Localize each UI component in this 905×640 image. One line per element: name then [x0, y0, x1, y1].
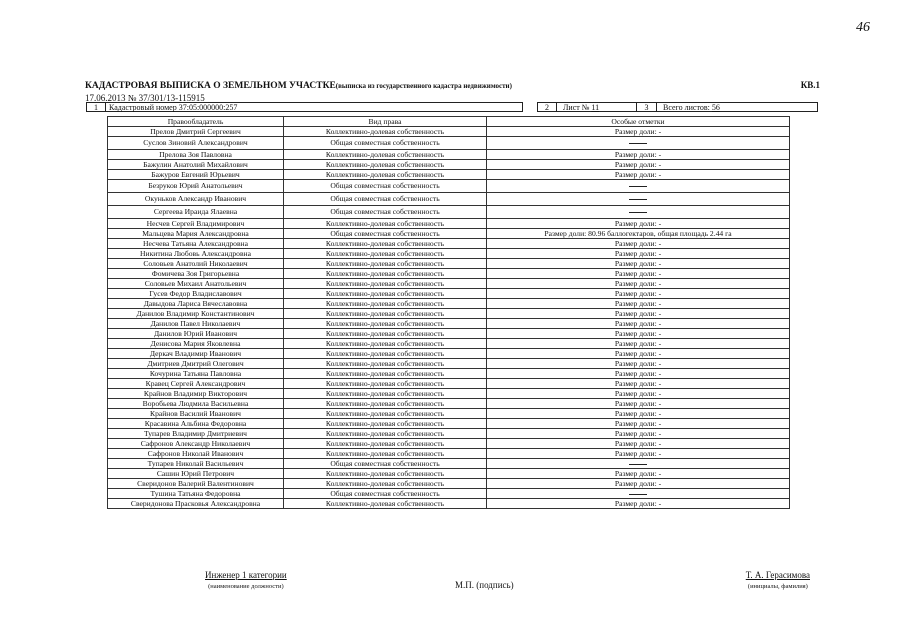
right-type-cell: Коллективно-долевая собственность	[284, 339, 487, 349]
table-row	[108, 206, 790, 219]
owner-cell: Безруков Юрий Анатольевич	[108, 180, 284, 193]
notes-cell: Размер доли: -	[487, 259, 790, 269]
table-row	[108, 429, 790, 439]
notes-cell: Размер доли: -	[487, 379, 790, 389]
table-row	[108, 459, 790, 469]
table-row	[108, 399, 790, 409]
right-type-cell: Коллективно-долевая собственность	[284, 249, 487, 259]
form-code: КВ.1	[800, 80, 820, 90]
table-row	[108, 160, 790, 170]
notes-cell: Размер доли: -	[487, 399, 790, 409]
owner-cell: Красавина Альбина Федоровна	[108, 419, 284, 429]
notes-cell: Размер доли: -	[487, 369, 790, 379]
owner-cell: Крайнов Василий Иванович	[108, 409, 284, 419]
total-value: 56	[711, 103, 720, 112]
owner-cell: Данилов Юрий Иванович	[108, 329, 284, 339]
owner-cell: Прелова Зоя Павловна	[108, 150, 284, 160]
total-sheets	[657, 102, 818, 112]
table-row	[108, 319, 790, 329]
owner-cell: Никитина Любовь Александровна	[108, 249, 284, 259]
owner-cell: Сашин Юрий Петрович	[108, 469, 284, 479]
notes-cell	[487, 206, 790, 219]
owners-table	[107, 116, 790, 509]
notes-cell	[487, 137, 790, 150]
right-type-cell: Коллективно-долевая собственность	[284, 469, 487, 479]
owner-cell: Давыдова Лариса Вячеславовна	[108, 299, 284, 309]
owner-cell: Данилов Владимир Константинович	[108, 309, 284, 319]
notes-cell: Размер доли: -	[487, 329, 790, 339]
document-date: 17.06.2013	[85, 93, 126, 103]
sheet-value: 11	[591, 103, 600, 112]
table-row	[108, 150, 790, 160]
right-type-cell: Коллективно-долевая собственность	[284, 329, 487, 339]
table-row	[108, 219, 790, 229]
notes-cell: Размер доли: -	[487, 249, 790, 259]
right-type-cell: Коллективно-долевая собственность	[284, 259, 487, 269]
owner-cell: Тушина Татьяна Федоровна	[108, 489, 284, 499]
position-title: Инженер 1 категории	[205, 570, 287, 580]
notes-cell	[487, 459, 790, 469]
owner-cell: Фомичева Зоя Григорьевна	[108, 269, 284, 279]
right-type-cell: Общая совместная собственность	[284, 180, 487, 193]
owner-cell: Окуньков Александр Иванович	[108, 193, 284, 206]
number-label: №	[127, 93, 137, 103]
owner-cell: Свеpидонова Прасковья Александровна	[108, 499, 284, 509]
meta-cell-3: 3	[637, 102, 657, 112]
notes-cell: Размер доли: -	[487, 170, 790, 180]
notes-cell: Размер доли: -	[487, 389, 790, 399]
owner-cell: Соловьев Михаил Анатольевич	[108, 279, 284, 289]
table-row	[108, 329, 790, 339]
owner-cell: Несчев Сергей Владимирович	[108, 219, 284, 229]
owner-cell: Деркач Владимир Иванович	[108, 349, 284, 359]
notes-cell	[487, 193, 790, 206]
position-caption: (наименование должности)	[208, 583, 284, 590]
owner-cell: Сафронов Николай Иванович	[108, 449, 284, 459]
table-row	[108, 170, 790, 180]
right-type-cell: Коллективно-долевая собственность	[284, 399, 487, 409]
notes-cell: Размер доли: -	[487, 339, 790, 349]
table-row	[108, 439, 790, 449]
table-row	[108, 379, 790, 389]
meta-cell-1: 1	[86, 102, 106, 112]
right-type-cell: Коллективно-долевая собственность	[284, 319, 487, 329]
right-type-cell: Коллективно-долевая собственность	[284, 479, 487, 489]
sheet-label: Лист №	[563, 103, 590, 112]
owner-cell: Гусев Федор Владиславович	[108, 289, 284, 299]
right-type-cell: Коллективно-долевая собственность	[284, 150, 487, 160]
empty-dash	[629, 464, 647, 465]
name-caption: (инициалы, фамилия)	[747, 583, 808, 590]
table-row	[108, 229, 790, 239]
table-row	[108, 489, 790, 499]
right-type-cell: Общая совместная собственность	[284, 193, 487, 206]
header-right-type: Вид права	[284, 117, 487, 127]
right-type-cell: Общая совместная собственность	[284, 206, 487, 219]
notes-cell: Размер доли: 80.96 баллогектаров, общая площадь 2.44 га	[487, 229, 790, 239]
right-type-cell: Коллективно-долевая собственность	[284, 429, 487, 439]
owner-cell: Дмитриев Дмитрий Олегович	[108, 359, 284, 369]
notes-cell: Размер доли: -	[487, 429, 790, 439]
notes-cell: Размер доли: -	[487, 499, 790, 509]
owner-cell: Бажуров Евгений Юрьевич	[108, 170, 284, 180]
right-type-cell: Коллективно-долевая собственность	[284, 349, 487, 359]
meta-row	[86, 102, 818, 113]
right-type-cell: Коллективно-долевая собственность	[284, 419, 487, 429]
notes-cell: Размер доли: -	[487, 439, 790, 449]
table-row	[108, 449, 790, 459]
empty-dash	[629, 199, 647, 200]
notes-cell: Размер доли: -	[487, 269, 790, 279]
table-row	[108, 193, 790, 206]
table-row	[108, 339, 790, 349]
right-type-cell: Общая совместная собственность	[284, 489, 487, 499]
table-row	[108, 499, 790, 509]
table-row	[108, 349, 790, 359]
stamp-signature: М.П. (подпись)	[455, 580, 514, 590]
notes-cell: Размер доли: -	[487, 239, 790, 249]
owner-cell: Тупарев Николай Васильевич	[108, 459, 284, 469]
notes-cell: Размер доли: -	[487, 309, 790, 319]
owner-cell: Денисова Мария Яковлевна	[108, 339, 284, 349]
header-owner: Правообладатель	[108, 117, 284, 127]
owner-cell: Данилов Павел Николаевич	[108, 319, 284, 329]
notes-cell: Размер доли: -	[487, 127, 790, 137]
owner-cell: Кочурина Татьяна Павловна	[108, 369, 284, 379]
owner-cell: Кравец Сергей Александрович	[108, 379, 284, 389]
table-header-row	[108, 117, 790, 127]
total-label: Всего листов:	[663, 103, 710, 112]
table-row	[108, 249, 790, 259]
cadastral-number: Кадастровый номер 37:05:000000:257	[106, 102, 523, 112]
right-type-cell: Коллективно-долевая собственность	[284, 219, 487, 229]
table-row	[108, 309, 790, 319]
owner-cell: Сергеева Ираида Ялаевна	[108, 206, 284, 219]
right-type-cell: Общая совместная собственность	[284, 137, 487, 150]
notes-cell: Размер доли: -	[487, 349, 790, 359]
notes-cell: Размер доли: -	[487, 419, 790, 429]
table-row	[108, 359, 790, 369]
signature-position-block	[205, 570, 287, 590]
owner-cell: Сафронов Александр Николаевич	[108, 439, 284, 449]
owner-cell: Тупарев Владимир Дмитриевич	[108, 429, 284, 439]
document-header	[85, 80, 820, 103]
title-text: КАДАСТРОВАЯ ВЫПИСКА О ЗЕМЕЛЬНОМ УЧАСТКЕ	[85, 81, 336, 91]
notes-cell	[487, 180, 790, 193]
sheet-number	[557, 102, 637, 112]
notes-cell: Размер доли: -	[487, 289, 790, 299]
right-type-cell: Коллективно-долевая собственность	[284, 409, 487, 419]
notes-cell: Размер доли: -	[487, 479, 790, 489]
owner-cell: Несчева Татьяна Александровна	[108, 239, 284, 249]
right-type-cell: Коллективно-долевая собственность	[284, 127, 487, 137]
owner-cell: Суслов Зиновий Александрович	[108, 137, 284, 150]
right-type-cell: Коллективно-долевая собственность	[284, 499, 487, 509]
owner-cell: Соловьев Анатолий Николаевич	[108, 259, 284, 269]
right-type-cell: Коллективно-долевая собственность	[284, 309, 487, 319]
signature-name-block	[746, 570, 810, 590]
title-subtitle: (выписка из государственного кадастра недвижимости)	[335, 82, 512, 90]
right-type-cell: Коллективно-долевая собственность	[284, 160, 487, 170]
right-type-cell: Коллективно-долевая собственность	[284, 289, 487, 299]
right-type-cell: Коллективно-долевая собственность	[284, 239, 487, 249]
table-row	[108, 409, 790, 419]
notes-cell: Размер доли: -	[487, 219, 790, 229]
right-type-cell: Коллективно-долевая собственность	[284, 449, 487, 459]
notes-cell: Размер доли: -	[487, 150, 790, 160]
header-notes: Особые отметки	[487, 117, 790, 127]
right-type-cell: Коллективно-долевая собственность	[284, 170, 487, 180]
right-type-cell: Коллективно-долевая собственность	[284, 269, 487, 279]
table-row	[108, 479, 790, 489]
table-row	[108, 180, 790, 193]
notes-cell: Размер доли: -	[487, 279, 790, 289]
empty-dash	[629, 494, 647, 495]
table-row	[108, 279, 790, 289]
signer-name: Т. А. Герасимова	[745, 570, 810, 580]
notes-cell: Размер доли: -	[487, 160, 790, 170]
owner-cell: Бажулин Анатолий Михайлович	[108, 160, 284, 170]
table-row	[108, 419, 790, 429]
page-number: 46	[856, 20, 870, 35]
owner-cell: Свеpидонов Валерий Валентинович	[108, 479, 284, 489]
empty-dash	[629, 212, 647, 213]
table-row	[108, 369, 790, 379]
notes-cell: Размер доли: -	[487, 469, 790, 479]
owner-cell: Воробьева Людмила Васильевна	[108, 399, 284, 409]
table-row	[108, 127, 790, 137]
table-row	[108, 269, 790, 279]
notes-cell: Размер доли: -	[487, 319, 790, 329]
table-body	[108, 127, 790, 509]
notes-cell	[487, 489, 790, 499]
document-number: 37/301/13-115915	[138, 93, 205, 103]
table-row	[108, 289, 790, 299]
empty-dash	[629, 186, 647, 187]
notes-cell: Размер доли: -	[487, 409, 790, 419]
table-row	[108, 299, 790, 309]
right-type-cell: Общая совместная собственность	[284, 229, 487, 239]
right-type-cell: Общая совместная собственность	[284, 459, 487, 469]
notes-cell: Размер доли: -	[487, 449, 790, 459]
table-row	[108, 259, 790, 269]
notes-cell: Размер доли: -	[487, 359, 790, 369]
meta-cell-2: 2	[537, 102, 557, 112]
table-row	[108, 239, 790, 249]
right-type-cell: Коллективно-долевая собственность	[284, 359, 487, 369]
right-type-cell: Коллективно-долевая собственность	[284, 369, 487, 379]
table-row	[108, 389, 790, 399]
right-type-cell: Коллективно-долевая собственность	[284, 299, 487, 309]
table-row	[108, 469, 790, 479]
notes-cell: Размер доли: -	[487, 299, 790, 309]
owner-cell: Крайнов Владимир Викторович	[108, 389, 284, 399]
document-title	[85, 81, 512, 91]
table-row	[108, 137, 790, 150]
right-type-cell: Коллективно-долевая собственность	[284, 389, 487, 399]
owner-cell: Мальцева Мария Александровна	[108, 229, 284, 239]
right-type-cell: Коллективно-долевая собственность	[284, 439, 487, 449]
empty-dash	[629, 143, 647, 144]
owner-cell: Прелов Дмитрий Сергеевич	[108, 127, 284, 137]
right-type-cell: Коллективно-долевая собственность	[284, 279, 487, 289]
right-type-cell: Коллективно-долевая собственность	[284, 379, 487, 389]
